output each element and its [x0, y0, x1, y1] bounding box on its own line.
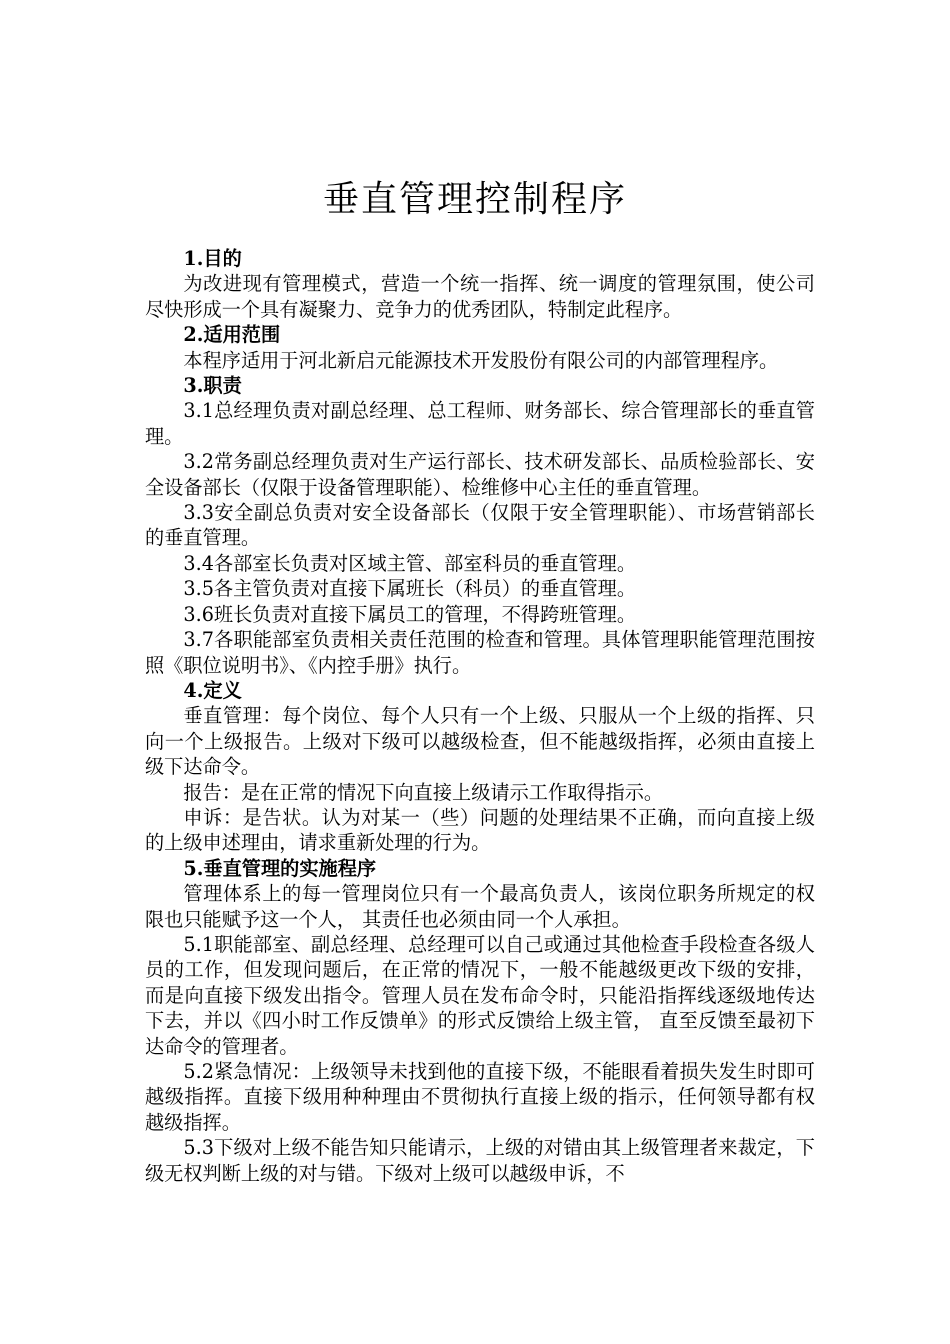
paragraph: 3.5各主管负责对直接下属班长（科员）的垂直管理。 [183, 577, 637, 601]
document-title: 垂直管理控制程序 [322, 179, 627, 220]
paragraph: 报告：是在正常的情况下向直接上级请示工作取得指示。 [183, 780, 664, 804]
paragraph: 5.3下级对上级不能告知只能请示，上级的对错由其上级管理者来裁定，下级无权判断上级的对与错。下级对上级可以越级申诉，不 [145, 1136, 815, 1185]
paragraph: 3.3安全副总负责对安全设备部长（仅限于安全管理职能）、市场营销部长的垂直管理。 [145, 501, 815, 550]
paragraph: 3.4各部室长负责对区域主管、部室科员的垂直管理。 [183, 551, 637, 575]
paragraph: 3.1总经理负责对副总经理、总工程师、财务部长、综合管理部长的垂直管理。 [145, 399, 815, 448]
paragraph: 本程序适用于河北新启元能源技术开发股份有限公司的内部管理程序。 [183, 348, 779, 372]
document-body [145, 246, 815, 1186]
section-heading: 1.目的 [183, 247, 242, 270]
section-heading: 3.职责 [183, 374, 242, 398]
section-heading: 4.定义 [183, 678, 242, 702]
paragraph: 3.7各职能部室负责相关责任范围的检查和管理。具体管理职能管理范围按照《职位说明书》、《内控手册》执行。 [145, 628, 815, 677]
paragraph: 5.1职能部室、副总经理、总经理可以自己或通过其他检查手段检查各级人员的工作，但发现问题后，在正常的情况下，一般不能越级更改下级的安排，而是向直接下级发出指令。管理人员在发布命令时，只能沿指挥线逐级地传达下去，并以《四小时工作反馈单》的形式反馈给上级主管， 直至反馈至最初下达命令的管理者。 [145, 932, 815, 1058]
paragraph: 为改进现有管理模式，营造一个统一指挥、统一调度的管理氛围，使公司尽快形成一个具有凝聚力、竞争力的优秀团队，特制定此程序。 [145, 272, 815, 321]
paragraph: 5.2紧急情况：上级领导未找到他的直接下级，不能眼看着损失发生时即可越级指挥。直接下级用种种理由不贯彻执行直接上级的指示，任何领导都有权越级指挥。 [145, 1060, 815, 1134]
paragraph: 申诉：是告状。认为对某一（些）问题的处理结果不正确，而向直接上级的上级申述理由，请求重新处理的行为。 [145, 805, 815, 855]
paragraph: 3.2常务副总经理负责对生产运行部长、技术研发部长、品质检验部长、安全设备部长（仅限于设备管理职能）、检维修中心主任的垂直管理。 [145, 450, 815, 499]
paragraph: 3.6班长负责对直接下属员工的管理，不得跨班管理。 [183, 602, 637, 626]
section-heading: 5.垂直管理的实施程序 [183, 856, 377, 880]
paragraph: 垂直管理：每个岗位、每个人只有一个上级、只服从一个上级的指挥、只向一个上级报告。上级对下级可以越级检查，但不能越级指挥，必须由直接上级下达命令。 [145, 704, 815, 779]
section-heading: 2.适用范围 [183, 323, 281, 347]
paragraph: 管理体系上的每一管理岗位只有一个最高负责人，该岗位职务所规定的权限也只能赋予这一个人， 其责任也必须由同一个人承担。 [145, 882, 815, 931]
